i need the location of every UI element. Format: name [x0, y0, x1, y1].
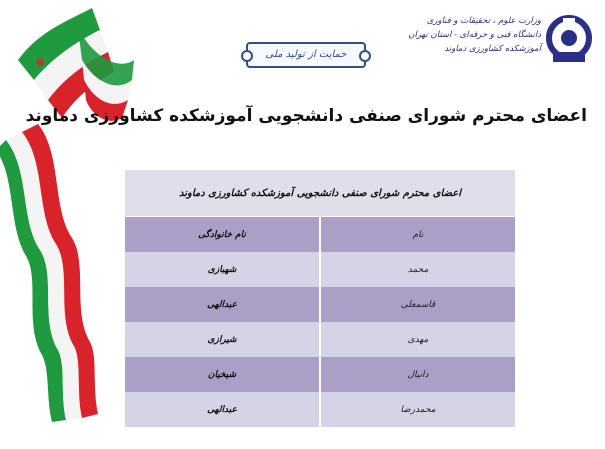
table-row: [125, 357, 515, 392]
last-name-cell: شهبازی: [125, 252, 320, 287]
table-row: [125, 287, 515, 322]
page-title: اعضای محترم شورای صنفی دانشجویی آموزشکده کشاورزی دماوند: [25, 106, 587, 126]
national-production-slogan: حمایت از تولید ملی: [246, 42, 366, 68]
institution-name-lines: [408, 14, 541, 56]
institution-logo: [408, 10, 593, 80]
last-name-cell: شیخیان: [125, 357, 320, 392]
first-name-cell: دانیال: [320, 357, 515, 392]
table-header-row: [125, 217, 515, 253]
council-members-table: [125, 170, 515, 427]
logo-line-ministry: وزارت علوم ، تحقیقات و فناوری: [426, 16, 541, 26]
table-row: [125, 392, 515, 427]
first-name-cell: مهدی: [320, 322, 515, 357]
table-row: [125, 252, 515, 287]
column-header-first-name: نام: [320, 217, 515, 253]
table-row: [125, 322, 515, 357]
university-emblem-icon: [545, 12, 593, 68]
iran-flag-ribbon: [0, 0, 140, 449]
last-name-cell: شیرازی: [125, 322, 320, 357]
logo-line-college: آموزشکده کشاورزی دماوند: [444, 44, 541, 54]
first-name-cell: قاسمعلی: [320, 287, 515, 322]
logo-line-university: دانشگاه فنی و حرفه‌ای - استان تهران: [408, 30, 541, 40]
last-name-cell: عبدالهی: [125, 287, 320, 322]
first-name-cell: محمد: [320, 252, 515, 287]
last-name-cell: عبدالهی: [125, 392, 320, 427]
column-header-last-name: نام خانوادگی: [125, 217, 320, 253]
table-caption: اعضای محترم شورای صنفی دانشجویی آموزشکده کشاورزی دماوند: [125, 170, 515, 217]
first-name-cell: محمدرضا: [320, 392, 515, 427]
table-caption-row: [125, 170, 515, 217]
